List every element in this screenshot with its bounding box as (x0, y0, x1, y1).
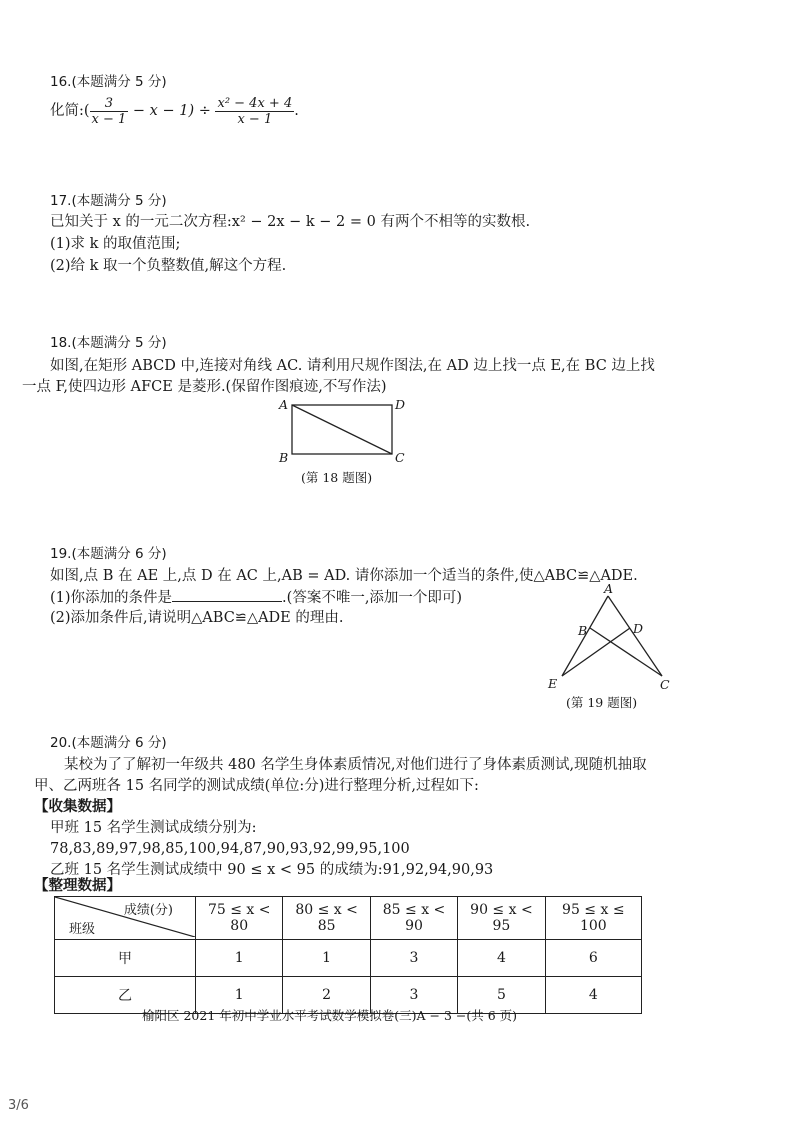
q19-caption: (第 19 题图) (566, 695, 638, 710)
table-cell: 4 (545, 977, 641, 1014)
q20-line5: 乙班 15 名学生测试成绩中 90 ≤ x < 95 的成绩为:91,92,94,90,93 (50, 862, 494, 878)
q16-end: . (294, 103, 299, 119)
q19-label-e: E (548, 676, 558, 691)
table-range-3: 85 ≤ x < 90 (370, 897, 457, 940)
table-cell: 3 (370, 977, 457, 1014)
q16-frac1-numerator: 3 (90, 96, 129, 112)
q19-label-a: A (604, 582, 614, 596)
q20-header: 20.(本题满分 6 分) (50, 735, 167, 751)
table-cell: 1 (283, 940, 370, 977)
table-header-score: 成绩(分) (123, 903, 173, 918)
q18-label-d: D (395, 397, 406, 412)
q19-line1: 如图,点 B 在 AE 上,点 D 在 AC 上,AB = AD. 请你添加一个适当的条件,使△ABC≌△ADE. (50, 568, 638, 584)
q17-line1: 已知关于 x 的一元二次方程:x² − 2x − k − 2 = 0 有两个不相等的实数根. (50, 214, 531, 230)
q18-label-b: B (279, 450, 289, 465)
table-range-4: 90 ≤ x < 95 (458, 897, 545, 940)
page-indicator: 3/6 (8, 1098, 29, 1113)
q19-segment-de (562, 628, 630, 676)
q19-line3: (2)添加条件后,请说明△ABC≌△ADE 的理由. (50, 610, 344, 626)
q20-line3: 甲班 15 名学生测试成绩分别为: (50, 820, 257, 836)
table-cell: 5 (458, 977, 545, 1014)
q16-middle: − x − 1) ÷ (128, 103, 216, 119)
table-cell: 3 (370, 940, 457, 977)
table-class-jia: 甲 (55, 940, 196, 977)
q18-label-a: A (279, 397, 289, 412)
q16-frac2-denominator: x − 1 (237, 111, 273, 127)
q18-label-c: C (395, 450, 405, 465)
q19-line2-suffix: .(答案不唯一,添加一个即可) (282, 590, 463, 606)
table-header-row (55, 897, 642, 940)
table-cell: 4 (458, 940, 545, 977)
table-class-yi: 乙 (55, 977, 196, 1014)
q17-line2: (1)求 k 的取值范围; (50, 236, 181, 252)
q18-line2: 一点 F,使四边形 AFCE 是菱形.(保留作图痕迹,不写作法) (22, 379, 387, 395)
q20-collect-title: 【收集数据】 (34, 798, 121, 815)
table-cell: 6 (545, 940, 641, 977)
q18-caption: (第 18 题图) (301, 470, 373, 485)
table-range-5: 95 ≤ x ≤ 100 (545, 897, 641, 940)
q19-line2 (50, 587, 462, 608)
q19-triangle-figure (540, 582, 680, 692)
q19-segment-ac (608, 596, 662, 676)
q20-line4: 78,83,89,97,98,85,100,94,87,90,93,92,99,95,100 (50, 841, 410, 857)
table-diagonal-header (55, 897, 196, 940)
q16-expression (50, 94, 299, 128)
table-cell: 1 (196, 940, 283, 977)
q19-label-d: D (633, 621, 644, 636)
table-row (55, 940, 642, 977)
q18-diagonal-ac (292, 405, 392, 454)
q19-label-c: C (660, 677, 670, 692)
q19-label-b: B (578, 623, 588, 638)
q20-line1: 某校为了了解初一年级共 480 名学生身体素质情况,对他们进行了身体素质测试,现随机抽取 (64, 757, 647, 773)
q18-line1: 如图,在矩形 ABCD 中,连接对角线 AC. 请利用尺规作图法,在 AD 边上找一点 E,在 BC 边上找 (50, 358, 655, 374)
q16-frac2-numerator: x² − 4x + 4 (217, 95, 293, 111)
q19-answer-blank[interactable] (172, 587, 282, 602)
q19-header: 19.(本题满分 6 分) (50, 546, 167, 562)
q19-line2-prefix: (1)你添加的条件是 (50, 590, 173, 606)
q16-header: 16.(本题满分 5 分) (50, 74, 167, 90)
table-cell: 1 (196, 977, 283, 1014)
table-range-1: 75 ≤ x < 80 (196, 897, 283, 940)
q20-line2: 甲、乙两班各 15 名同学的测试成绩(单位:分)进行整理分析,过程如下: (34, 778, 479, 794)
table-cell: 2 (283, 977, 370, 1014)
score-distribution-table (54, 896, 642, 1014)
table-header-class: 班级 (69, 922, 96, 937)
page-footer: 榆阳区 2021 年初中学业水平考试数学模拟卷(三)A − 3 −(共 6 页) (142, 1008, 518, 1023)
q16-fraction-2 (215, 96, 294, 127)
q18-rectangle-figure (274, 394, 414, 470)
q16-prefix: 化简:( (50, 103, 90, 119)
q20-organize-title: 【整理数据】 (34, 877, 121, 894)
q16-frac1-denominator: x − 1 (91, 111, 127, 127)
q18-header: 18.(本题满分 5 分) (50, 335, 167, 351)
q17-header: 17.(本题满分 5 分) (50, 193, 167, 209)
table-range-2: 80 ≤ x < 85 (283, 897, 370, 940)
q17-line3: (2)给 k 取一个负整数值,解这个方程. (50, 258, 287, 274)
q19-segment-bc (590, 628, 662, 676)
q16-fraction-1 (90, 96, 129, 127)
